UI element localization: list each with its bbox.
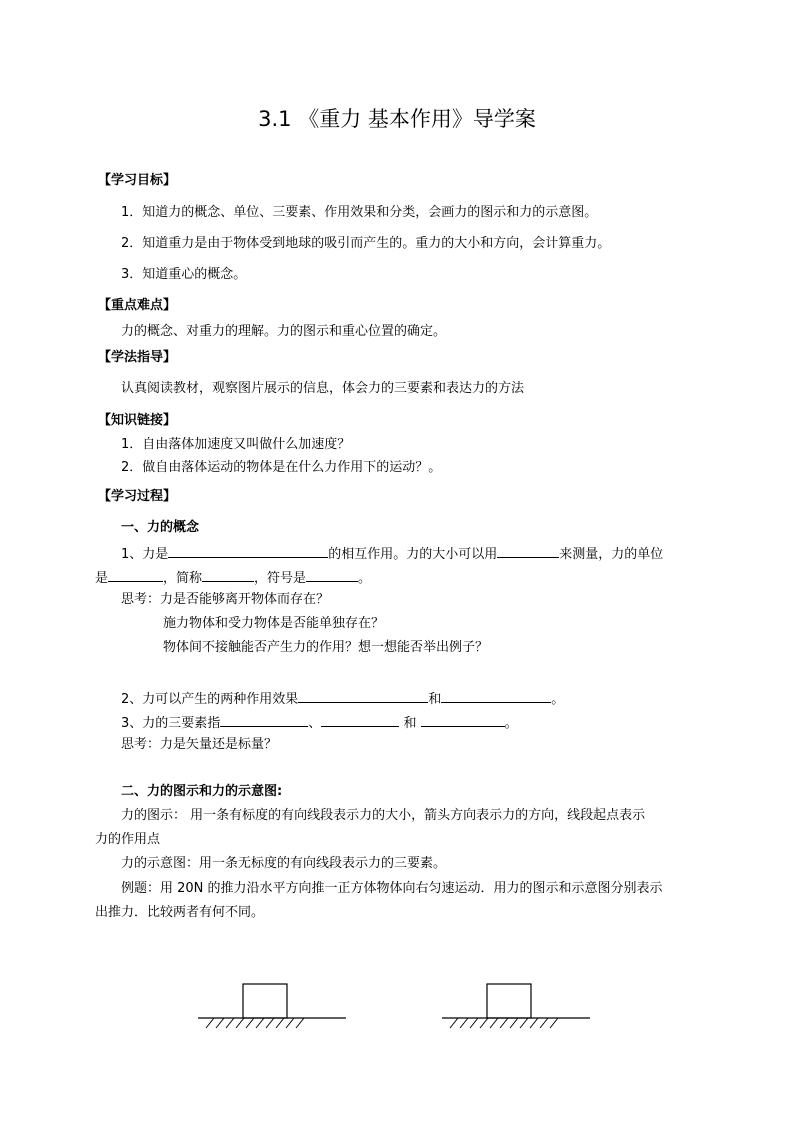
q1-blank-2[interactable] [497,543,559,558]
section2-p2: 力的示意图：用一条无标度的有向线段表示力的三要素。 [121,856,447,871]
think-2: 施力物体和受力物体是否能单独存在？ [163,616,385,631]
q3-text-c: 和 [403,716,417,731]
section2-heading: 二、力的图示和力的示意图: [121,784,283,799]
question-2 [121,688,564,709]
q1-text-d: 是 [95,571,109,586]
q2-text-c: 。 [551,692,565,707]
method-text: 认真阅读教材，观察图片展示的信息，体会力的三要素和表达力的方法 [121,381,525,396]
objectives-heading: 【学习目标】 [98,173,177,188]
q1-text-c: 来测量，力的单位 [559,547,664,562]
link-item-1: 1．自由落体加速度又叫做什么加速度？ [121,437,351,452]
q1-text-a: 1、力是 [121,547,169,562]
section2-p3-cont: 出推力．比较两者有何不同。 [95,905,265,920]
q1-text-b: 的相互作用。力的大小可以用 [328,547,498,562]
question-1-line-2 [95,567,371,588]
page-title: 3.1 《重力 基本作用》导学案 [258,107,536,131]
q3-text-b: 、 [308,716,322,731]
links-heading: 【知识链接】 [98,413,177,428]
think-1: 思考：力是否能够离开物体而存在？ [121,592,330,607]
question-3 [121,712,518,733]
q1-blank-3[interactable] [108,567,163,582]
section1-heading: 一、力的概念 [121,520,200,535]
objective-item-1: 1．知道力的概念、单位、三要素、作用效果和分类，会画力的图示和力的示意图。 [121,205,598,220]
key-points-heading: 【重点难点】 [98,298,177,313]
process-heading: 【学习过程】 [98,489,177,504]
q2-text-a: 2、力可以产生的两种作用效果 [121,692,299,707]
section2-p1: 力的图示： 用一条有标度的有向线段表示力的大小，箭头方向表示力的方向，线段起点表示 [121,808,646,823]
section2-p1-cont: 力的作用点 [95,832,161,847]
q2-blank-2[interactable] [441,688,551,703]
q1-text-g: 。 [358,571,372,586]
q1-text-e: ，简称 [163,571,203,586]
q1-blank-4[interactable] [202,567,254,582]
q3-blank-1[interactable] [220,712,308,727]
q1-blank-5[interactable] [306,567,358,582]
q3-blank-2[interactable] [321,712,399,727]
objective-item-2: 2．知道重力是由于物体受到地球的吸引而产生的。重力的大小和方向，会计算重力。 [121,236,611,251]
key-points-text: 力的概念、对重力的理解。力的图示和重心位置的确定。 [121,324,447,339]
q1-text-f: ，符号是 [254,571,307,586]
q1-blank-1[interactable] [168,543,328,558]
think-4: 思考：力是矢量还是标量？ [121,737,278,752]
block-on-ground-diagram-right [440,982,592,1030]
q3-text-a: 3、力的三要素指 [121,716,221,731]
q3-blank-3[interactable] [421,712,505,727]
q3-text-d: 。 [504,716,518,731]
q2-text-b: 和 [428,692,442,707]
q2-blank-1[interactable] [298,688,428,703]
block-on-ground-diagram-left [196,982,348,1030]
think-3: 物体间不接触能否产生力的作用？想一想能否举出例子？ [163,640,489,655]
method-heading: 【学法指导】 [98,350,177,365]
question-1-line-1 [121,543,663,564]
link-item-2: 2．做自由落体运动的物体是在什么力作用下的运动？。 [121,460,442,475]
objective-item-3: 3．知道重心的概念。 [121,267,247,282]
section2-p3: 例题：用 20N 的推力沿水平方向推一正方体物体向右匀速运动．用力的图示和示意图分别表示 [121,881,663,896]
